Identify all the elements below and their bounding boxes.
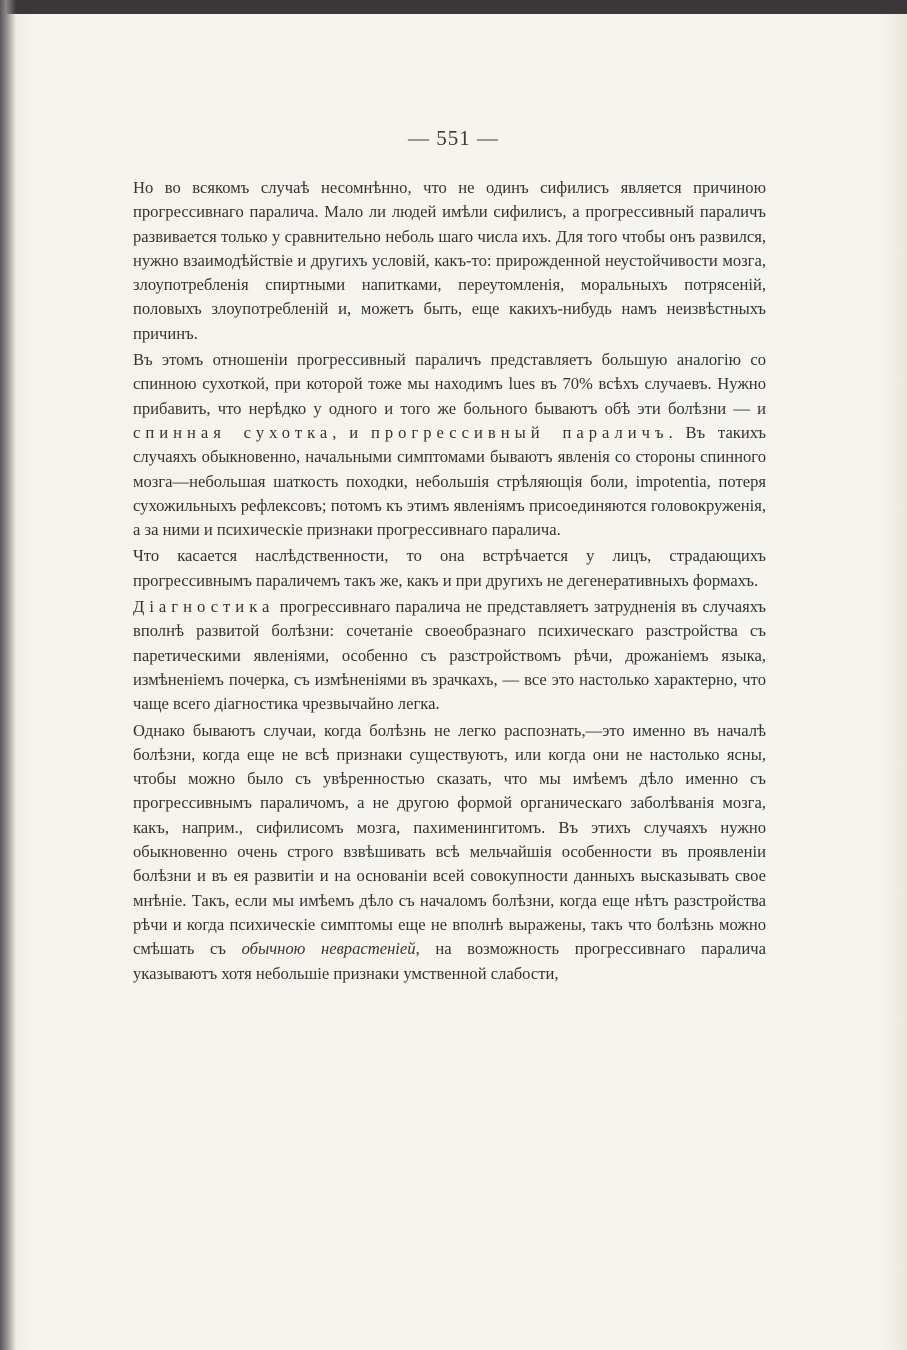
spaced-text: Діагностика [133,597,275,617]
paragraph [133,544,766,593]
paragraph [133,595,766,716]
text-run: Однако бываютъ случаи, когда болѣзнь не легко распознать,—это именно въ началѣ болѣзни, когда еще не всѣ признаки существуютъ, или когда они не настолько ясны, чтобы можно было съ увѣренностью сказать, что мы имѣемъ дѣло именно съ прогрессивнымъ параличомъ, а не другою формой органическаго заболѣванія мозга, какъ, наприм., сифилисомъ мозга, пахименингитомъ. Въ этихъ случаяхъ нужно обыкновенно очень строго взвѣшивать всѣ мельчайшія особенности въ проявленіи болѣзни и въ ея развитіи и на основаніи всей совокупности данныхъ высказывать свое мнѣніе. Такъ, если мы имѣемъ дѣло съ началомъ болѣзни, когда еще нѣтъ разстройства рѣчи и когда психическіе симптомы еще не вполнѣ выражены, такъ что болѣзнь можно смѣшать съ [133,720,766,959]
page-number: — 551 — [408,126,499,150]
binding-shadow [0,0,16,1350]
text-run: прогрессивнаго паралича не представляетъ затрудненія въ случаяхъ вполнѣ развитой болѣзни: сочетаніе своеобразнаго психическаго разстройства съ паретическими явленіями, особенно съ разстройствомъ рѣчи, дрожаніемъ языка, измѣненіемъ почерка, съ измѣненіями въ зрачкахъ, — все это настолько характерно, что чаще всего діагностика чрезвычайно легка. [133,597,766,714]
body-text [133,176,766,986]
text-run: . Въ такихъ случаяхъ обыкновенно, начальными симптомами бываютъ явленія со стороны спинного мозга—небольшая шаткость походки, небольшія стрѣляющія боли, impotentia, потеря сухожильныхъ рефлексовъ; потомъ къ этимъ явленіямъ присоединяются головокруженія, а за ними и психическіе признаки прогрессивнаго паралича. [133,422,766,540]
scan-top-edge [0,0,907,14]
text-run: , на возможность прогрессивнаго паралича указываютъ хотя небольшіе признаки умственной слабости, [133,939,766,983]
italic-text: обычною неврастеніей [241,939,416,959]
paragraph [133,719,766,986]
text-run: Въ этомъ отношеніи прогрессивный параличъ представляетъ большую аналогію со спинною сухоткой, при которой тоже мы находимъ lues въ 70% всѣхъ случаевъ. Нужно прибавить, что нерѣдко у одного и того же больного бываютъ обѣ эти болѣзни — и [133,350,766,418]
text-run: Но во всякомъ случаѣ несомнѣнно, что не одинъ сифилисъ является причиною прогрессивнаго паралича. Мало ли людей имѣли сифилисъ, а прогрессивный параличъ развивается только у сравнительно неболь шаго числа ихъ. Для того чтобы онъ развился, нужно взаимодѣйствіе и другихъ условій, какъ-то: прирожденной неустойчивости мозга, злоупотребленія спиртными напитками, переутомленія, моральныхъ потрясеній, половыхъ злоупотребленій и, можетъ быть, еще какихъ-нибудь намъ неизвѣстныхъ причинъ. [133,178,766,343]
text-run: , и [332,422,371,442]
paragraph [133,348,766,542]
spaced-text: прогрессивный параличъ [370,422,669,442]
text-run: Что касается наслѣдственности, то она встрѣчается у лицъ, страдающихъ прогрессивнымъ параличемъ такъ же, какъ и при другихъ не дегенеративныхъ формахъ. [133,546,766,590]
spaced-text: спинная сухотка [133,422,333,442]
paragraph [133,176,766,346]
